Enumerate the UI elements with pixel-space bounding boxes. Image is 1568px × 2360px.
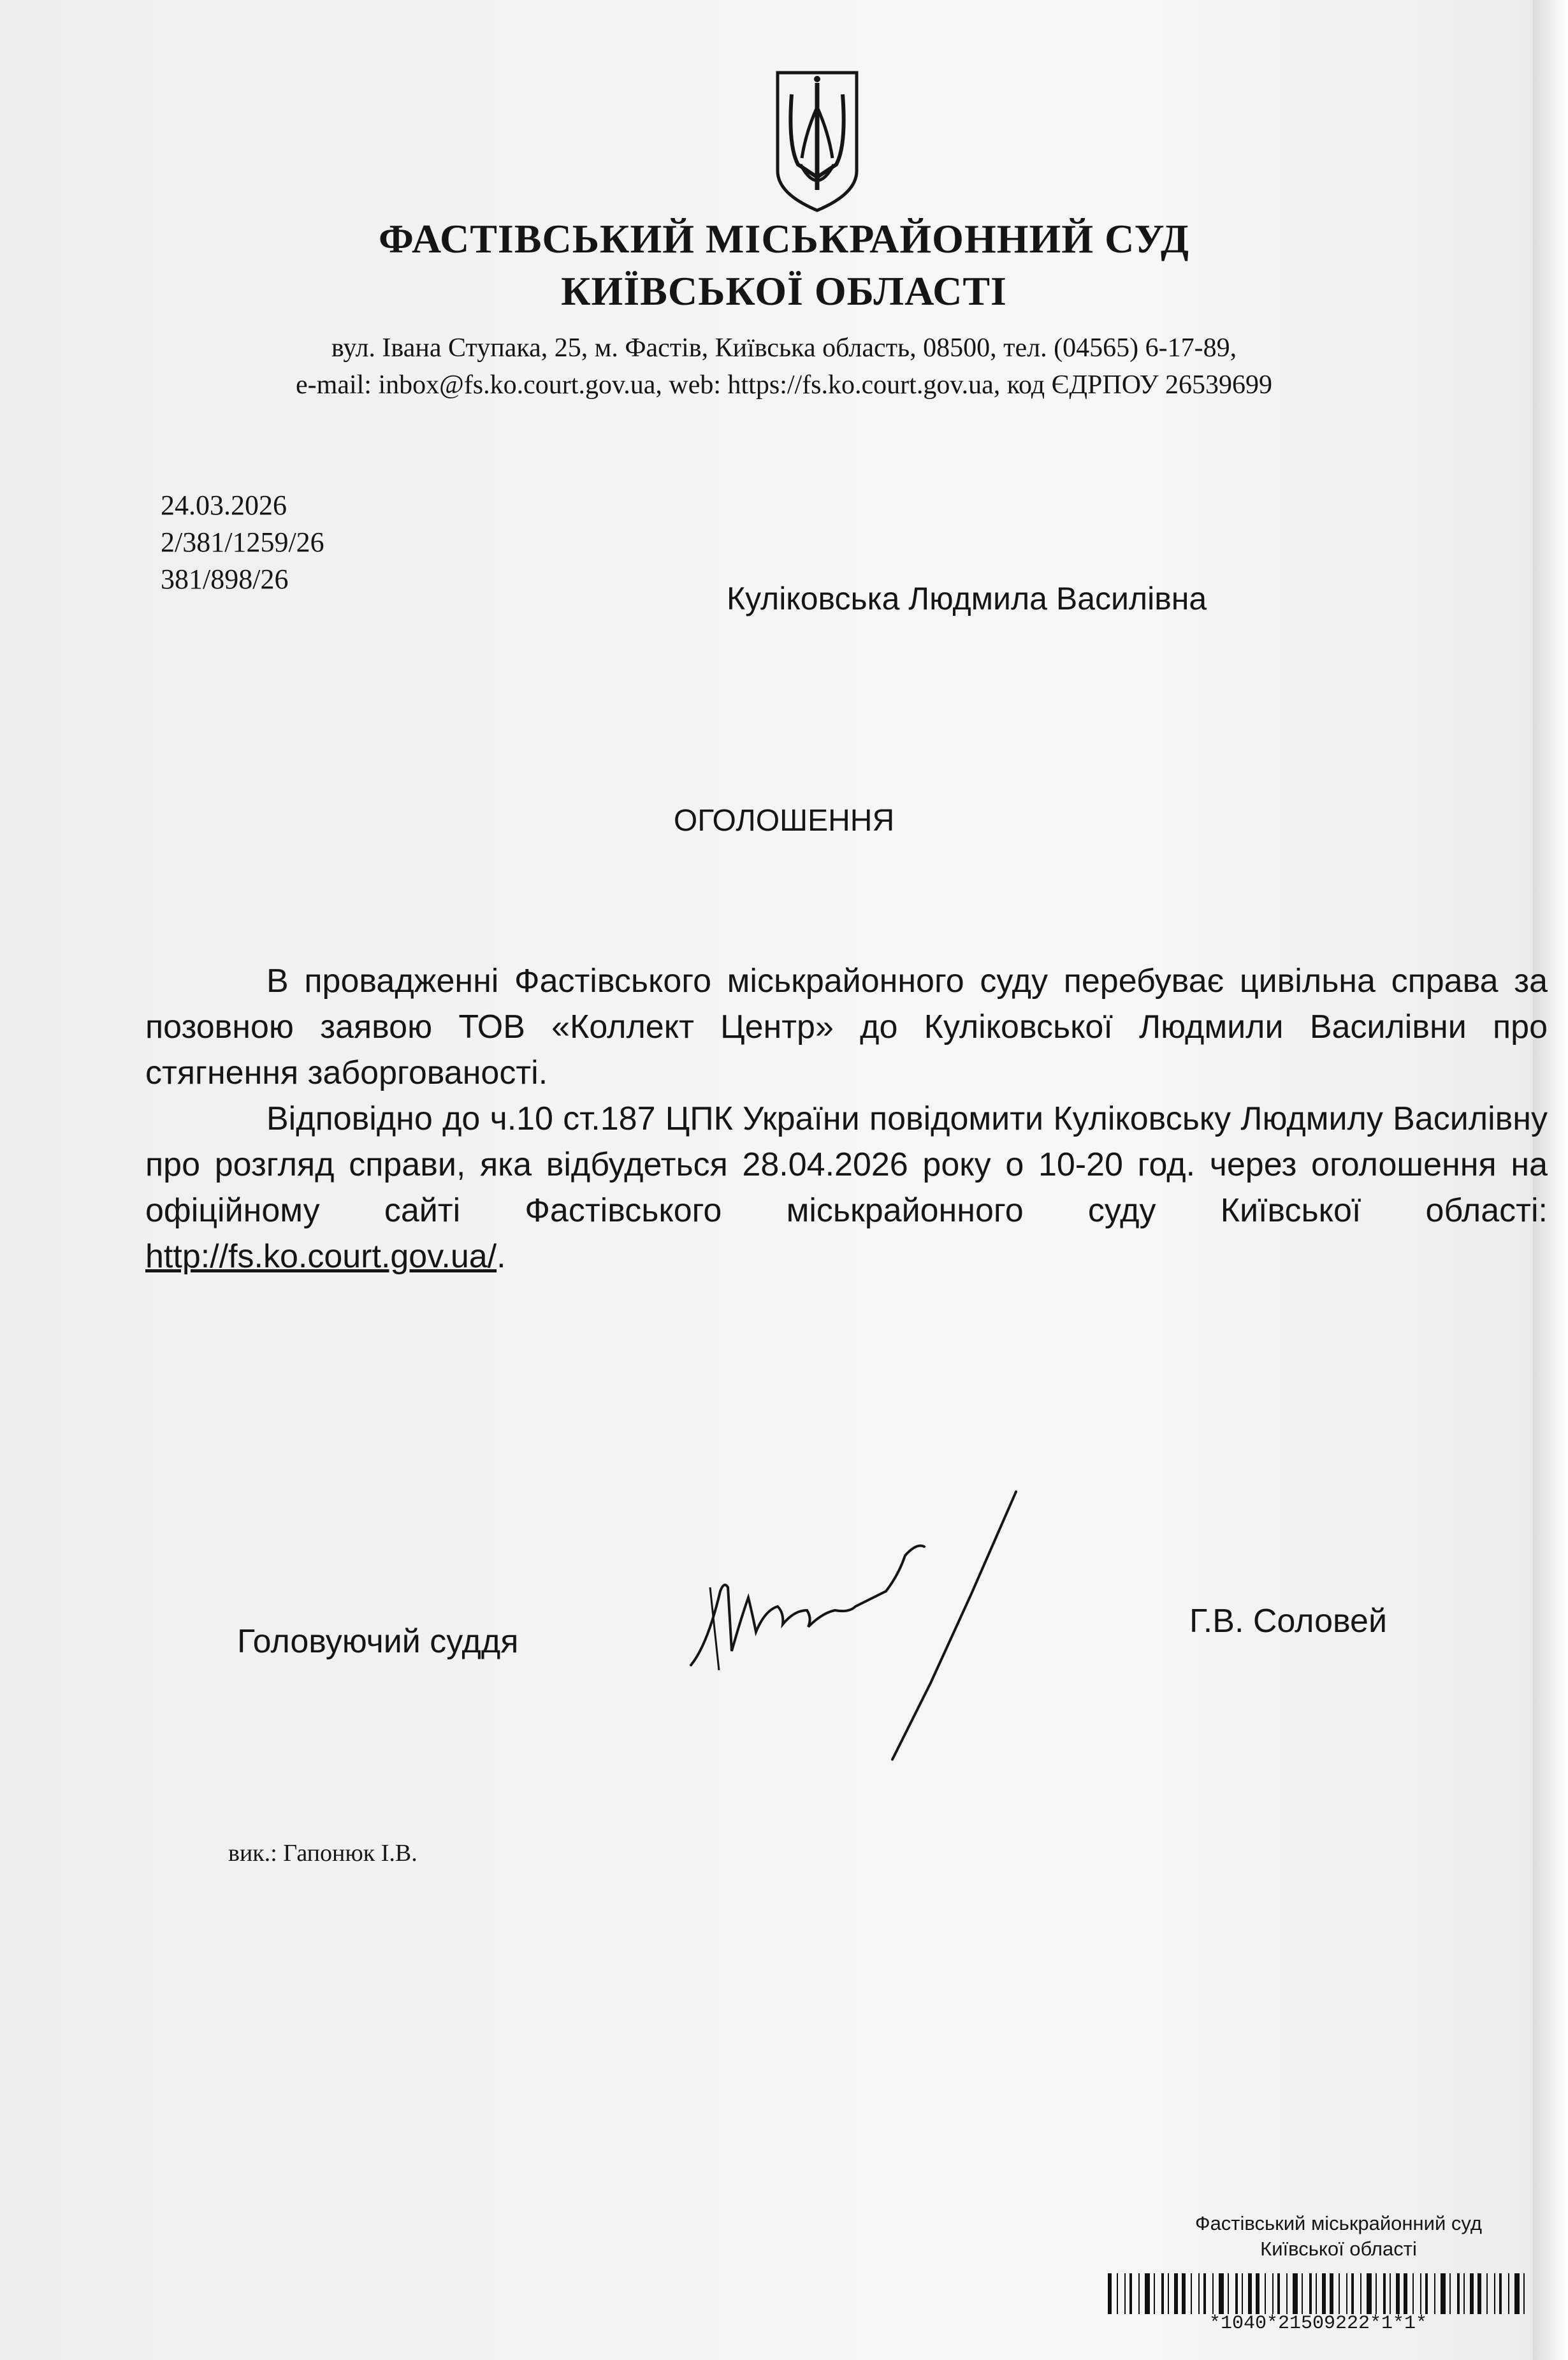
document-title: ОГОЛОШЕННЯ bbox=[673, 804, 895, 838]
court-address-line1: вул. Івана Ступака, 25, м. Фастів, Київська область, 08500, тел. (04565) 6-17-89, bbox=[331, 333, 1237, 363]
court-stamp bbox=[1147, 2211, 1530, 2262]
court-website-link[interactable]: http://fs.ko.court.gov.ua/ bbox=[145, 1238, 497, 1275]
handwritten-signature bbox=[682, 1485, 1039, 1779]
court-name-line1: ФАСТІВСЬКИЙ МІСЬКРАЙОННИЙ СУД bbox=[379, 216, 1189, 261]
body-paragraph-2-end: . bbox=[497, 1238, 506, 1275]
registration-number-1: 2/381/1259/26 bbox=[161, 527, 324, 558]
barcode bbox=[1108, 2273, 1528, 2314]
executor-note: вик.: Гапонюк І.В. bbox=[228, 1840, 417, 1867]
stamp-line-1: Фастівський міськрайонний суд bbox=[1195, 2212, 1482, 2234]
registration-number-2: 381/898/26 bbox=[161, 564, 289, 595]
coat-of-arms-icon bbox=[773, 69, 862, 213]
body-paragraph-2 bbox=[145, 1096, 1548, 1279]
judge-name: Г.В. Соловей bbox=[1189, 1603, 1388, 1640]
court-address-line2: e-mail: inbox@fs.ko.court.gov.ua, web: https://fs.ko.court.gov.ua, код ЄДРПОУ 26539699 bbox=[296, 370, 1272, 400]
body-paragraph-1: В провадженні Фастівського міськрайонного суду перебуває цивільна справа за позовною заявою ТОВ «Коллект Центр» до Куліковської Людмили Василівни про стягнення заборгованості. bbox=[145, 963, 1548, 1091]
announcement-body bbox=[145, 958, 1548, 1279]
body-paragraph-2-text: Відповідно до ч.10 ст.187 ЦПК України повідомити Куліковську Людмилу Василівну про розгляд справи, яка відбудеться 28.04.2026 року о 10-20 год. через оголошення на офіційному сайті Фастівського міськрайонного суду Київської області: bbox=[145, 1100, 1548, 1229]
barcode-text: *1040*21509222*1*1* bbox=[1209, 2313, 1428, 2335]
stamp-line-2: Київської області bbox=[1260, 2238, 1417, 2260]
registration-date: 24.03.2026 bbox=[161, 490, 287, 521]
recipient-name: Куліковська Людмила Василівна bbox=[727, 581, 1207, 616]
judge-label: Головуючий суддя bbox=[237, 1623, 519, 1660]
court-name-line2: КИЇВСЬКОЇ ОБЛАСТІ bbox=[561, 268, 1007, 314]
